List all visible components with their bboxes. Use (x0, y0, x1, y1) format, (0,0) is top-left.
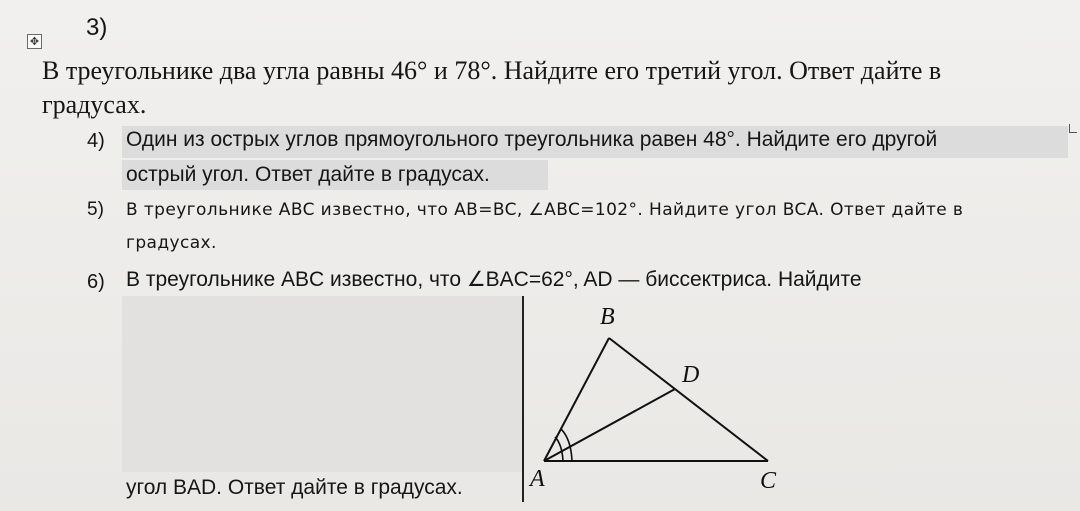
vertex-label-a: A (530, 466, 545, 492)
problem-6-line-2: угол BAD. Ответ дайте в градусах. (126, 476, 463, 499)
problem-4-line-2: острый угол. Ответ дайте в градусах. (126, 163, 490, 186)
move-handle-icon[interactable]: ✥ (27, 34, 42, 49)
problem-6-line-1: В треугольнике ABC известно, что ∠BAC=62°, AD — биссектриса. Найдите (126, 268, 862, 291)
vertex-label-c: C (760, 468, 777, 494)
figure-shaded-area (122, 296, 522, 472)
problem-5-number: 5) (87, 199, 104, 220)
angle-arc-inner (555, 437, 563, 461)
problem-3-line-1: В треугольнике два угла равны 46° и 78°. Найдите его третий угол. Ответ дайте в (42, 56, 942, 85)
side-bc (609, 338, 768, 461)
problem-3-line-2: градусах. (42, 90, 147, 119)
vertex-label-d: D (682, 362, 700, 388)
problem-5-line-1: В треугольнике ABC известно, что AB=BC, ∠ABC=102°. Найдите угол BCA. Ответ дайте в (126, 200, 964, 220)
problem-5-line-2: градусах. (126, 233, 217, 253)
problem-6-number: 6) (87, 271, 105, 293)
triangle-figure (524, 296, 804, 501)
problem-4-line-1: Один из острых углов прямоугольного треугольника равен 48°. Найдите его другой (126, 128, 938, 151)
problem-4-number: 4) (87, 130, 105, 152)
text-cursor-icon (1069, 124, 1077, 133)
problem-3-number: 3) (86, 14, 108, 41)
vertex-label-b: B (600, 304, 615, 330)
